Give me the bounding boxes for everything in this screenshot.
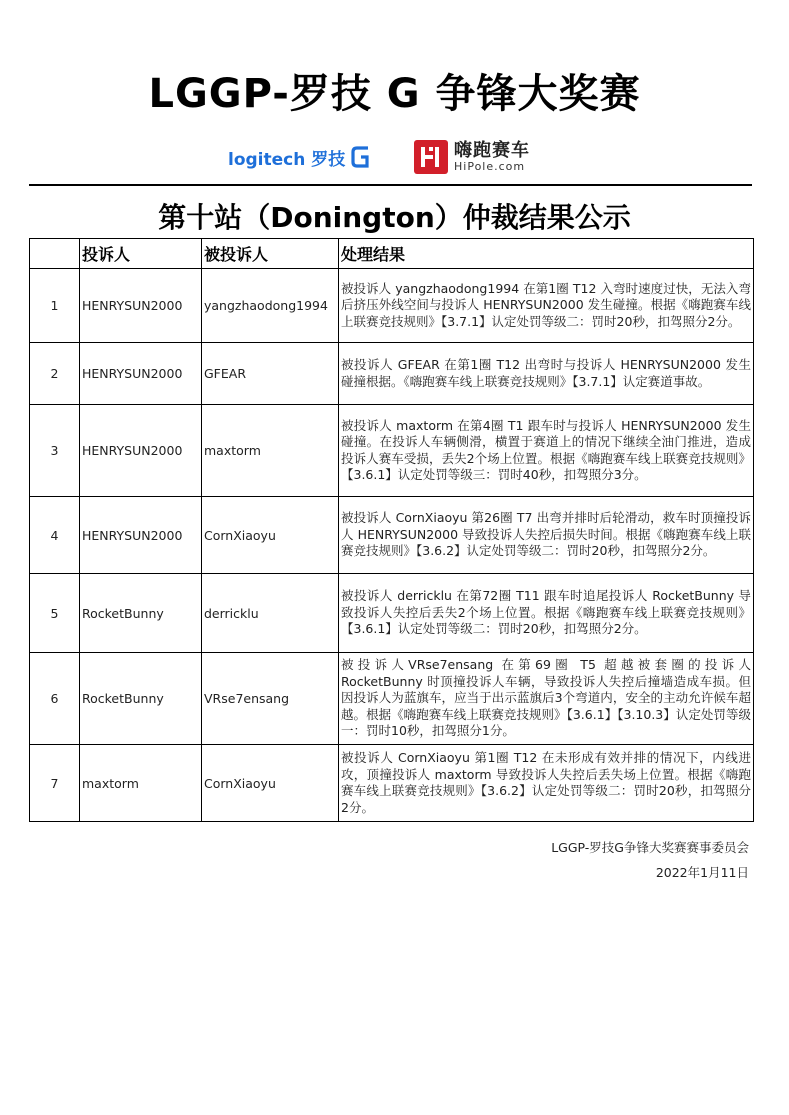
respondent-cell: CornXiaoyu <box>202 745 339 822</box>
rulings-table <box>29 238 754 822</box>
result-cell: 被投诉人 CornXiaoyu 第1圈 T12 在未形成有效并排的情况下，内线进攻，顶撞投诉人 maxtorm 导致投诉人失控后丢失场上位置。根据《嗨跑赛车线上联赛竞技规则》【3.6.2】认定处罚等级二：罚时20秒，扣驾照分2分。 <box>339 745 754 822</box>
result-cell: 被投诉人 derricklu 在第72圈 T11 跟车时追尾投诉人 RocketBunny 导致投诉人失控后丢失2个场上位置。根据《嗨跑赛车线上联赛竞技规则》【3.6.1】认定处罚等级二：罚时20秒，扣驾照分2分。 <box>339 574 754 653</box>
result-cell: 被投诉人 maxtorm 在第4圈 T1 跟车时与投诉人 HENRYSUN2000 发生碰撞。在投诉人车辆侧滑，横置于赛道上的情况下继续全油门推进，造成投诉人赛车受损，丢失2个场上位置。根据《嗨跑赛车线上联赛竞技规则》【3.6.1】认定处罚等级三：罚时40秒，扣驾照分3分。 <box>339 405 754 497</box>
hipole-url: HiPole.com <box>454 159 526 173</box>
result-cell: 被投诉人VRse7ensang 在第69圈 T5 超越被套圈的投诉人 RocketBunny 时顶撞投诉人车辆，导致投诉人失控后撞墙造成车损。但因投诉人为蓝旗车，应当于出示蓝旗后3个弯道内，安全的主动允许候车超越。根据《嗨跑赛车线上联赛竞技规则》【3.6.1】【3.10.3】认定处罚等级一：罚时10秒，扣驾照分1分。 <box>339 653 754 745</box>
logitech-logo <box>228 142 373 172</box>
row-number: 1 <box>30 269 80 343</box>
respondent-cell: yangzhaodong1994 <box>202 269 339 343</box>
table-row <box>30 497 754 574</box>
header-number <box>30 239 80 269</box>
publish-date: 2022年1月11日 <box>655 865 749 880</box>
hipole-name: 嗨跑赛车 <box>454 140 530 162</box>
row-number: 7 <box>30 745 80 822</box>
table-row <box>30 574 754 653</box>
respondent-cell: GFEAR <box>202 343 339 405</box>
table-row <box>30 745 754 822</box>
respondent-cell: CornXiaoyu <box>202 497 339 574</box>
complainant-cell: RocketBunny <box>80 653 202 745</box>
complainant-cell: HENRYSUN2000 <box>80 497 202 574</box>
respondent-cell: derricklu <box>202 574 339 653</box>
organizer-signature: LGGP-罗技G争锋大奖赛赛事委员会 <box>551 840 749 855</box>
hipole-logo-icon <box>414 140 448 174</box>
header-complainant: 投诉人 <box>80 239 202 269</box>
row-number: 2 <box>30 343 80 405</box>
complainant-cell: HENRYSUN2000 <box>80 269 202 343</box>
row-number: 4 <box>30 497 80 574</box>
row-number: 3 <box>30 405 80 497</box>
header-result: 处理结果 <box>339 239 754 269</box>
result-cell: 被投诉人 CornXiaoyu 第26圈 T7 出弯并排时后轮滑动，救车时顶撞投诉人 HENRYSUN2000 导致投诉人失控后损失时间。根据《嗨跑赛车线上联赛竞技规则》【3.6.2】认定处罚等级二：罚时20秒，扣驾照分2分。 <box>339 497 754 574</box>
respondent-cell: maxtorm <box>202 405 339 497</box>
logitech-logo-text: logitech 罗技 <box>228 149 346 170</box>
result-cell: 被投诉人 GFEAR 在第1圈 T12 出弯时与投诉人 HENRYSUN2000 发生碰撞根据。《嗨跑赛车线上联赛竞技规则》【3.7.1】认定赛道事故。 <box>339 343 754 405</box>
hipole-logo <box>414 138 530 176</box>
complainant-cell: maxtorm <box>80 745 202 822</box>
row-number: 5 <box>30 574 80 653</box>
sponsor-logos <box>0 138 789 178</box>
table-row <box>30 343 754 405</box>
document-subtitle: 第十站（Donington）仲裁结果公示 <box>158 201 631 234</box>
result-cell: 被投诉人 yangzhaodong1994 在第1圈 T12 入弯时速度过快，无法入弯后挤压外线空间与投诉人 HENRYSUN2000 发生碰撞。根据《嗨跑赛车线上联赛竞技规则》【3.7.1】认定处罚等级二：罚时20秒，扣驾照分2分。 <box>339 269 754 343</box>
complainant-cell: HENRYSUN2000 <box>80 405 202 497</box>
complainant-cell: HENRYSUN2000 <box>80 343 202 405</box>
row-number: 6 <box>30 653 80 745</box>
table-row <box>30 405 754 497</box>
page-title: LGGP-罗技 G 争锋大奖赛 <box>148 71 641 117</box>
header-divider <box>29 184 752 186</box>
header-respondent: 被投诉人 <box>202 239 339 269</box>
complainant-cell: RocketBunny <box>80 574 202 653</box>
logitech-g-icon <box>351 145 373 169</box>
table-header-row <box>30 239 754 269</box>
respondent-cell: VRse7ensang <box>202 653 339 745</box>
table-row <box>30 269 754 343</box>
table-row <box>30 653 754 745</box>
